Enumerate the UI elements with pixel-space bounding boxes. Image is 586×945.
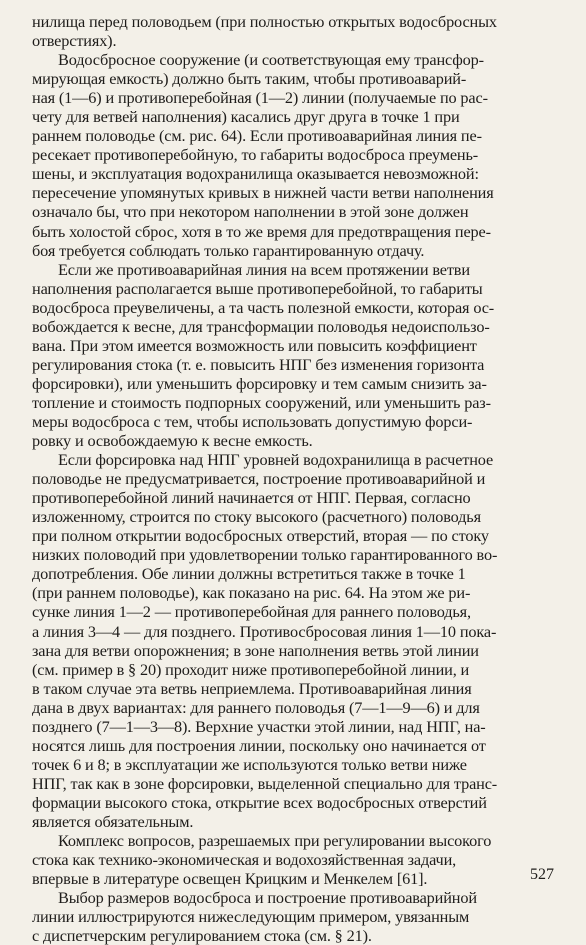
paragraph [32, 831, 556, 888]
text-line: чету для ветвей наполнения) касались друг друга в точке 1 при [32, 107, 460, 127]
paragraph [32, 50, 556, 260]
text-line: изложенному, строится по стоку высокого (расчетного) половодья [32, 507, 481, 527]
text-line: точек 6 и 8; в эксплуатации же используются только ветви ниже [32, 754, 467, 774]
text-line: формации высокого стока, открытие всех водосбросных отверстий [32, 792, 487, 812]
text-line: регулирования стока (т. е. повысить НПГ без изменения горизонта [32, 354, 485, 374]
body-text [32, 12, 556, 945]
text-line: носятся лишь для построения линии, поскольку оно начинается от [32, 735, 486, 755]
text-line: Если форсировка над НПГ уровней водохранилища в расчетное [58, 450, 494, 470]
text-line: наполнения располагается выше противоперебойной, то габариты [32, 278, 483, 298]
text-line: Если же противоаварийная линия на всем протяжении ветви [58, 259, 470, 279]
text-line: ресекает противоперебойную, то габариты водосброса преумень- [32, 145, 479, 165]
text-line: топление и стоимость подпорных сооружений, или уменьшить раз- [32, 392, 491, 412]
text-line: водосброса преувеличены, а та часть полезной емкости, которая ос- [32, 297, 495, 317]
text-line: Выбор размеров водосброса и построение противоаварийной [58, 888, 477, 908]
text-line: половодье не предусматривается, построение противоаварийной и [32, 469, 486, 489]
text-line: вобождается к весне, для трансформации половодья недоиспользо- [32, 316, 490, 336]
text-line: мирующая емкость) должно быть таким, чтобы противоаварий- [32, 69, 467, 89]
text-line: а линия 3—4 — для позднего. Противосбросовая линия 1—10 пока- [32, 621, 497, 641]
text-line: отверстиях). [32, 31, 117, 51]
text-line: (см. пример в § 20) проходит ниже противоперебойной линии, и [32, 659, 470, 679]
text-line: Водосбросное сооружение (и соответствующая ему трансфор- [58, 50, 484, 70]
text-line: боя требуется соблюдать только гарантированную отдачу. [32, 240, 425, 260]
paragraph [32, 12, 556, 50]
text-line: НПГ, так как в зоне форсировки, выделенной специально для транс- [32, 773, 498, 793]
text-line: пересечение упомянутых кривых в нижней части ветви наполнения [32, 183, 494, 203]
text-line: означало бы, что при некотором наполнении в этой зоне должен [32, 202, 469, 222]
text-line: ровку и освобождаемую к весне емкость. [32, 431, 313, 451]
text-line: в таком случае эта ветвь неприемлема. Противоаварийная линия [32, 678, 472, 698]
text-line: меры водосброса с тем, чтобы использовать допустимую форси- [32, 411, 473, 431]
text-line: быть холостой сброс, хотя в то же время для предотвращения пере- [32, 221, 491, 241]
text-line: дана в двух вариантах: для раннего половодья (7—1—9—6) и для [32, 697, 480, 717]
paragraph [32, 888, 556, 945]
text-line: ная (1—6) и противоперебойная (1—2) линии (получаемые по рас- [32, 88, 488, 108]
text-line: позднего (7—1—3—8). Верхние участки этой линии, над НПГ, на- [32, 716, 486, 736]
text-line: впервые в литературе освещен Крицким и Менкелем [61]. [32, 869, 428, 889]
text-line: шены, и эксплуатация водохранилища оказывается невозможной: [32, 164, 479, 184]
text-line: вана. При этом имеется возможность или повысить коэффициент [32, 335, 477, 355]
text-line: низких половодий при удовлетворении только гарантированного во- [32, 545, 498, 565]
text-line: нилища перед половодьем (при полностью открытых водосбросных [32, 12, 497, 31]
text-line: при полном открытии водосбросных отверстий, вторая — по стоку [32, 526, 489, 546]
paragraph [32, 260, 556, 450]
text-line: Комплекс вопросов, разрешаемых при регулировании высокого [58, 831, 492, 851]
text-line: зана для ветви опорожнения; в зоне наполнения ветвь этой линии [32, 640, 479, 660]
text-line: является обязательным. [32, 811, 194, 831]
text-line: с диспетчерским регулированием стока (см. § 21). [32, 926, 372, 945]
text-line: сунке линия 1—2 — противоперебойная для раннего половодья, [32, 602, 471, 622]
text-line: допотребления. Обе линии должны встретиться также в точке 1 [32, 564, 466, 584]
page-number: 527 [530, 866, 554, 883]
text-line: раннем половодье (см. рис. 64). Если противоаварийная линия пе- [32, 126, 482, 146]
text-line: форсировки), или уменьшить форсировку и тем самым снизить за- [32, 373, 487, 393]
text-line: противоперебойной линий начинается от НПГ. Первая, согласно [32, 488, 471, 508]
text-line: стока как технико-экономическая и водохозяйственная задачи, [32, 850, 457, 870]
text-line: линии иллюстрируются нижеследующим примером, увязанным [32, 907, 470, 927]
text-line: (при раннем половодье), как показано на рис. 64. На этом же ри- [32, 583, 471, 603]
paragraph [32, 450, 556, 831]
